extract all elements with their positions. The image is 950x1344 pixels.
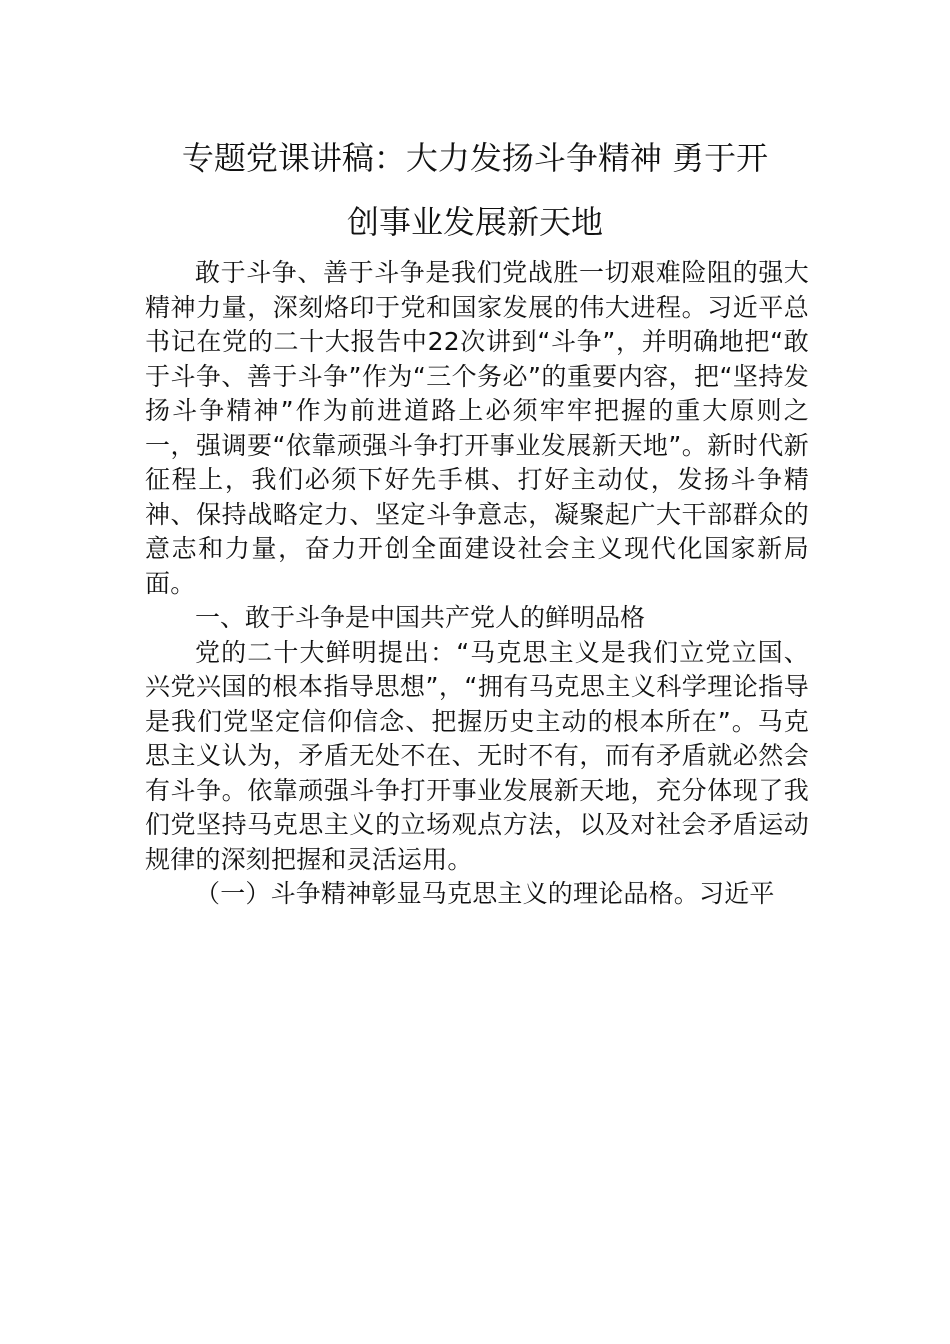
title-line-1: 专题党课讲稿：大力发扬斗争精神 勇于开 (181, 139, 769, 177)
document-title (120, 126, 830, 254)
subsection-heading-1: （一）斗争精神彰显马克思主义的理论品格。习近平 (195, 879, 775, 908)
section-heading-1: 一、敢于斗争是中国共产党人的鲜明品格 (195, 603, 646, 632)
title-line-2: 创事业发展新天地 (346, 203, 603, 241)
paragraph-section-1: 党的二十大鲜明提出：“马克思主义是我们立党立国、兴党兴国的根本指导思想”，“拥有马克思主义科学理论指导是我们党坚定信仰信念、把握历史主动的根本所在”。马克思主义认为，矛盾无处不在、无时不有，而有矛盾就必然会有斗争。依靠顽强斗争打开事业发展新天地，充分体现了我们党坚持马克思主义的立场观点方法，以及对社会矛盾运动规律的深刻把握和灵活运用。 (145, 637, 809, 874)
document-body (145, 256, 809, 912)
paragraph-intro: 敢于斗争、善于斗争是我们党战胜一切艰难险阻的强大精神力量，深刻烙印于党和国家发展的伟大进程。习近平总书记在党的二十大报告中22次讲到“斗争”，并明确地把“敢于斗争、善于斗争”作为“三个务必”的重要内容，把“坚持发扬斗争精神”作为前进道路上必须牢牢把握的重大原则之一，强调要“依靠顽强斗争打开事业发展新天地”。新时代新征程上，我们必须下好先手棋、打好主动仗，发扬斗争精神、保持战略定力、坚定斗争意志，凝聚起广大干部群众的意志和力量，奋力开创全面建设社会主义现代化国家新局面。 (145, 258, 809, 598)
